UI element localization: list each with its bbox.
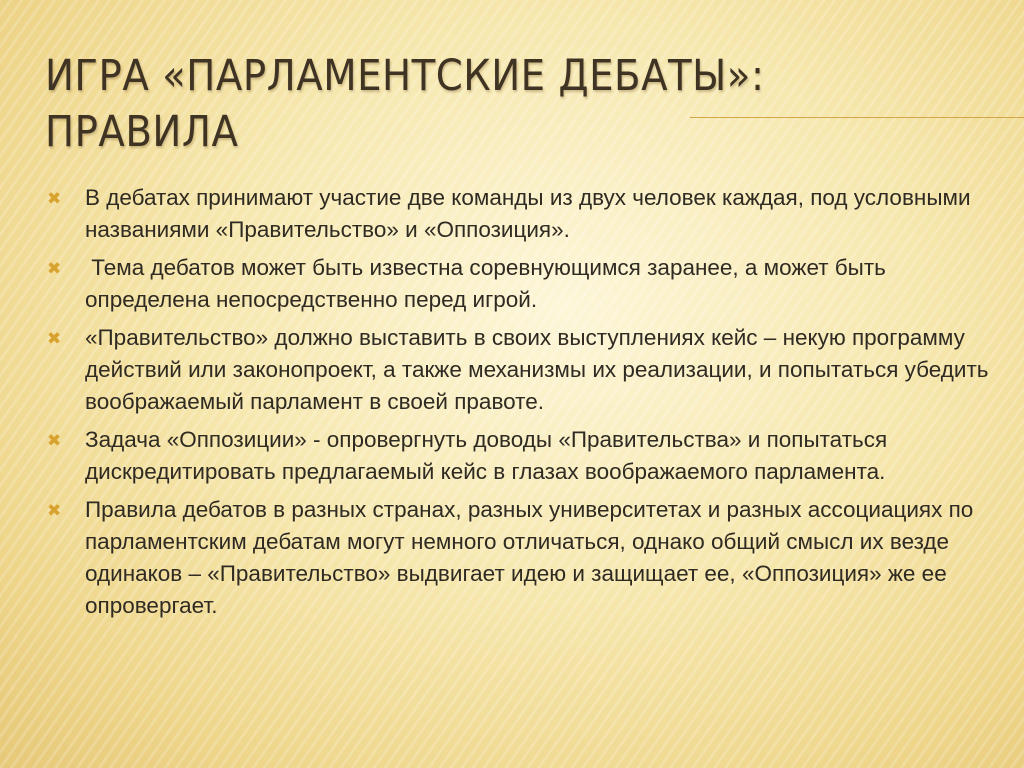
bullet-list bbox=[45, 182, 1005, 628]
x-mark-icon: ✖ bbox=[47, 189, 62, 208]
slide-title-line-1: ИГРА «ПАРЛАМЕНТСКИЕ ДЕБАТЫ»: bbox=[45, 51, 765, 101]
slide-title bbox=[45, 48, 985, 160]
bullet-item-4 bbox=[45, 424, 1005, 488]
title-divider bbox=[690, 117, 1024, 118]
x-mark-icon: ✖ bbox=[47, 329, 62, 348]
bullet-text-5: Правила дебатов в разных странах, разных университетах и разных ассоциациях по парламентским дебатам могут немного отличаться, однако общий смысл их везде одинаков – «Правительство» выдвигает идею и защищает ее, «Оппозиция» же ее опровергает. bbox=[85, 497, 974, 618]
bullet-text-3: «Правительство» должно выставить в своих выступлениях кейс – некую программу действий или законопроект, а также механизмы их реализации, и попытаться убедить воображаемый парламент в своей правоте. bbox=[85, 325, 989, 414]
bullet-item-1 bbox=[45, 182, 1005, 246]
slide-title-line-2: ПРАВИЛА bbox=[45, 107, 239, 157]
bullet-item-2 bbox=[45, 252, 1005, 316]
bullet-item-5 bbox=[45, 494, 1005, 622]
bullet-text-4: Задача «Оппозиции» - опровергнуть доводы «Правительства» и попытаться дискредитировать предлагаемый кейс в глазах воображаемого парламента. bbox=[85, 427, 888, 484]
x-mark-icon: ✖ bbox=[47, 431, 62, 450]
bullet-text-2: Тема дебатов может быть известна соревнующимся заранее, а может быть определена непосредственно перед игрой. bbox=[85, 255, 893, 312]
x-mark-icon: ✖ bbox=[47, 501, 62, 520]
bullet-text-1: В дебатах принимают участие две команды из двух человек каждая, под условными названиями «Правительство» и «Оппозиция». bbox=[85, 185, 971, 242]
x-mark-icon: ✖ bbox=[47, 259, 62, 278]
bullet-item-3 bbox=[45, 322, 1005, 418]
